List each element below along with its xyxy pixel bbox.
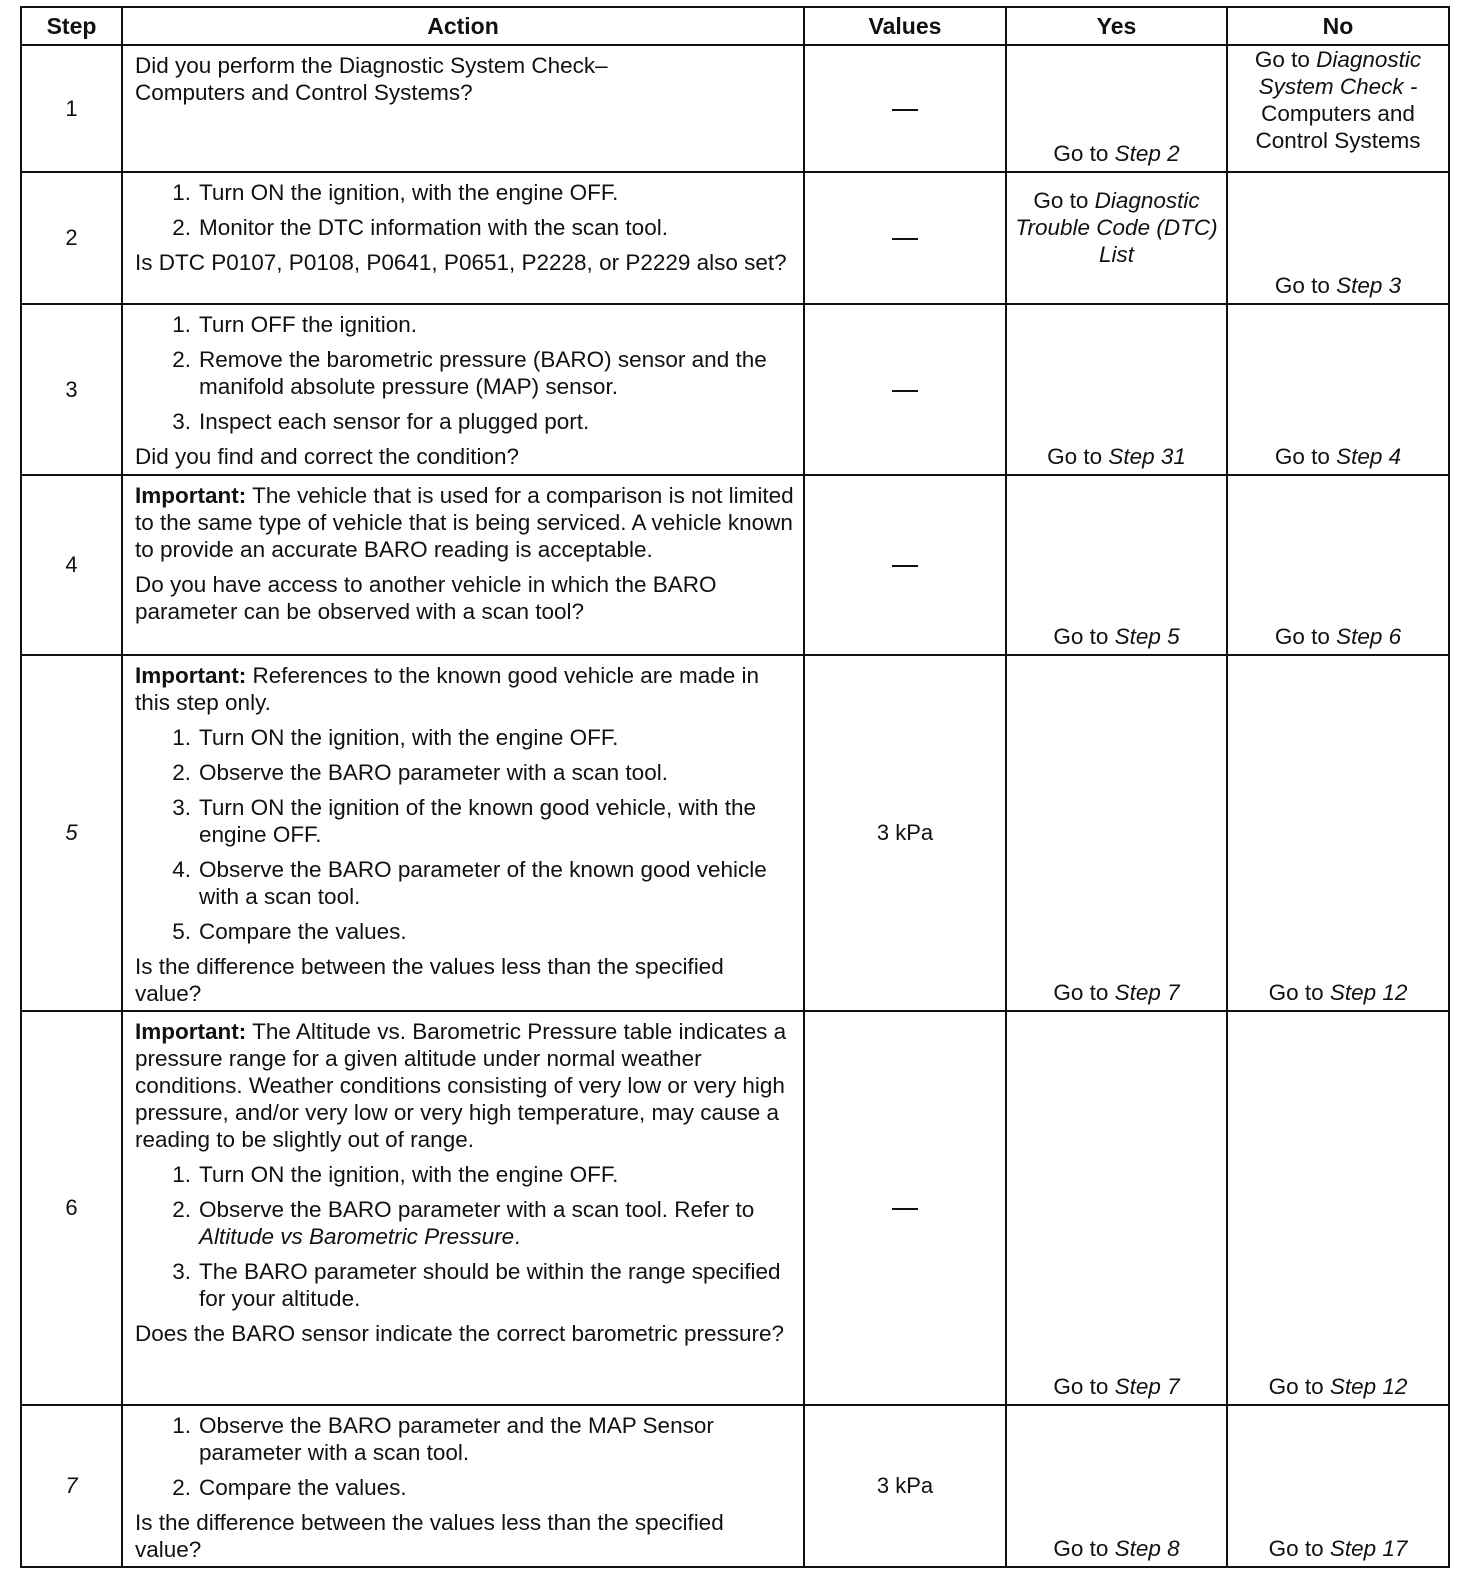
yes-cell[interactable] (1006, 655, 1227, 1011)
list-text: The BARO parameter should be within the range specified for your altitude. (199, 1259, 781, 1311)
step-number: 1 (21, 45, 122, 172)
go-to-label: Go to (1053, 624, 1109, 649)
list-item (135, 1474, 795, 1501)
no-link[interactable]: Step 12 (1329, 980, 1408, 1005)
list-item (135, 724, 795, 751)
value-cell (804, 172, 1006, 304)
yes-cell[interactable] (1006, 304, 1227, 475)
dash-mark (892, 109, 918, 111)
yes-cell[interactable] (1006, 172, 1227, 304)
important-text: The Altitude vs. Barometric Pressure table indicates a pressure range for a given altitude under normal weather conditions. Weather conditions consisting of very low or very high pressure, and/or very low or very high temperature, may cause a reading to be slightly out of range. (135, 1019, 787, 1152)
question-text: Did you find and correct the condition? (135, 444, 519, 469)
yes-link[interactable]: Step 7 (1114, 980, 1180, 1005)
yes-link[interactable]: Step 31 (1108, 444, 1186, 469)
list-number: 1. (172, 1413, 191, 1438)
yes-link[interactable]: Diagnostic Trouble Code (DTC) List (1015, 188, 1218, 267)
important-note (135, 482, 795, 563)
table-row (21, 475, 1449, 655)
dash-mark (892, 565, 918, 567)
go-to-label: Go to (1268, 1536, 1324, 1561)
header-values: Values (804, 7, 1006, 45)
yes-link[interactable]: Step 5 (1114, 624, 1180, 649)
altitude-reference-link[interactable]: Altitude vs Barometric Pressure (199, 1224, 515, 1249)
list-item (135, 856, 795, 910)
yes-link[interactable]: Step 8 (1114, 1536, 1180, 1561)
action-cell (122, 1011, 804, 1405)
yes-cell[interactable] (1006, 1011, 1227, 1405)
list-text: Observe the BARO parameter with a scan tool. (199, 760, 668, 785)
question-text: Did you perform the Diagnostic System Check– Computers and Control Systems? (135, 53, 608, 105)
table-row (21, 172, 1449, 304)
no-cell[interactable] (1227, 172, 1449, 304)
dash-mark (892, 1208, 918, 1210)
list-text: Compare the values. (199, 919, 407, 944)
important-note (135, 662, 795, 716)
value-cell (804, 475, 1006, 655)
table-row (21, 304, 1449, 475)
list-number: 2. (172, 347, 191, 372)
list-number: 2. (172, 760, 191, 785)
important-text: The vehicle that is used for a comparison is not limited to the same type of vehicle that is being serviced. A vehicle known to provide an accurate BARO reading is acceptable. (135, 483, 794, 562)
go-to-label: Go to (1053, 141, 1109, 166)
list-item (135, 179, 795, 206)
go-to-label: Go to (1274, 273, 1330, 298)
list-number: 3. (172, 1259, 191, 1284)
step-list (135, 724, 795, 945)
value-cell: 3 kPa (804, 1405, 1006, 1567)
list-text: Monitor the DTC information with the scan tool. (199, 215, 668, 240)
no-cell[interactable] (1227, 655, 1449, 1011)
step-number: 6 (21, 1011, 122, 1405)
go-to-label: Go to (1047, 444, 1103, 469)
list-text: Turn ON the ignition, with the engine OFF. (199, 1162, 619, 1187)
step-list (135, 311, 795, 435)
list-text: Turn OFF the ignition. (199, 312, 418, 337)
go-to-label: Go to (1053, 1374, 1109, 1399)
list-number: 2. (172, 215, 191, 240)
no-link[interactable]: Diagnostic System Check - (1258, 47, 1422, 99)
list-text: Turn ON the ignition, with the engine OFF. (199, 180, 619, 205)
dash-mark (892, 390, 918, 392)
table-row (21, 1405, 1449, 1567)
list-number: 1. (172, 180, 191, 205)
go-to-label: Go to (1274, 444, 1330, 469)
value-cell (804, 1011, 1006, 1405)
question-text: Is DTC P0107, P0108, P0641, P0651, P2228, or P2229 also set? (135, 250, 787, 275)
step-number: 3 (21, 304, 122, 475)
header-step: Step (21, 7, 122, 45)
no-cell[interactable] (1227, 475, 1449, 655)
list-item (135, 1161, 795, 1188)
table-row (21, 1011, 1449, 1405)
list-item (135, 918, 795, 945)
no-cell[interactable] (1227, 304, 1449, 475)
no-cell[interactable] (1227, 1405, 1449, 1567)
list-number: 5. (172, 919, 191, 944)
list-item (135, 346, 795, 400)
action-cell (122, 304, 804, 475)
table-row (21, 655, 1449, 1011)
action-cell (122, 655, 804, 1011)
important-label: Important: (135, 663, 247, 688)
table-row (21, 45, 1449, 172)
go-to-label: Go to (1268, 980, 1324, 1005)
list-number: 2. (172, 1197, 191, 1222)
diagnostic-table (20, 6, 1450, 1568)
step-list (135, 1161, 795, 1312)
header-yes: Yes (1006, 7, 1227, 45)
list-item (135, 1258, 795, 1312)
list-item (135, 311, 795, 338)
step-list (135, 1412, 795, 1501)
go-to-label: Go to (1053, 980, 1109, 1005)
question-text: Is the difference between the values less than the specified value? (135, 954, 724, 1006)
list-item (135, 794, 795, 848)
no-link[interactable]: Step 12 (1329, 1374, 1408, 1399)
important-text: References to the known good vehicle are made in this step only. (135, 663, 760, 715)
go-to-label: Go to (1254, 47, 1310, 72)
no-cell[interactable] (1227, 1011, 1449, 1405)
step-list (135, 179, 795, 241)
yes-cell[interactable] (1006, 1405, 1227, 1567)
yes-cell[interactable] (1006, 45, 1227, 172)
go-to-label: Go to (1033, 188, 1089, 213)
list-number: 2. (172, 1475, 191, 1500)
value-cell (804, 45, 1006, 172)
header-no: No (1227, 7, 1449, 45)
action-cell (122, 475, 804, 655)
yes-link[interactable]: Step 7 (1114, 1374, 1180, 1399)
action-cell (122, 1405, 804, 1567)
step-number: 2 (21, 172, 122, 304)
value-cell (804, 304, 1006, 475)
list-text (199, 1196, 795, 1250)
no-link[interactable]: Step 3 (1336, 273, 1402, 298)
list-text-part: Observe the BARO parameter with a scan tool. Refer to (199, 1197, 755, 1222)
question-text: Does the BARO sensor indicate the correct barometric pressure? (135, 1321, 785, 1346)
list-item (135, 408, 795, 435)
list-item (135, 214, 795, 241)
header-row (21, 7, 1449, 45)
no-link[interactable]: Step 4 (1336, 444, 1402, 469)
list-number: 1. (172, 1162, 191, 1187)
value-cell: 3 kPa (804, 655, 1006, 1011)
dash-mark (892, 238, 918, 240)
list-number: 1. (172, 725, 191, 750)
list-text: Turn ON the ignition of the known good vehicle, with the engine OFF. (199, 795, 756, 847)
header-action: Action (122, 7, 804, 45)
important-label: Important: (135, 1019, 247, 1044)
step-number: 4 (21, 475, 122, 655)
go-to-label: Go to (1274, 624, 1330, 649)
go-to-label: Go to (1268, 1374, 1324, 1399)
action-cell (122, 45, 804, 172)
no-link[interactable]: Step 6 (1336, 624, 1402, 649)
action-cell (122, 172, 804, 304)
list-number: 4. (172, 857, 191, 882)
list-text: Observe the BARO parameter and the MAP Sensor parameter with a scan tool. (199, 1413, 714, 1465)
important-note (135, 1018, 795, 1153)
important-label: Important: (135, 483, 247, 508)
step-number: 7 (21, 1405, 122, 1567)
list-item (135, 1412, 795, 1466)
list-item (135, 1196, 795, 1250)
step-number: 5 (21, 655, 122, 1011)
list-text: Remove the barometric pressure (BARO) sensor and the manifold absolute pressure (MAP) sensor. (199, 347, 767, 399)
question-text: Is the difference between the values less than the specified value? (135, 1510, 724, 1562)
no-link-text[interactable]: Computers and Control Systems (1255, 101, 1421, 153)
list-item (135, 759, 795, 786)
list-number: 3. (172, 409, 191, 434)
list-text: Observe the BARO parameter of the known good vehicle with a scan tool. (199, 857, 767, 909)
no-link[interactable]: Step 17 (1329, 1536, 1408, 1561)
no-cell[interactable] (1227, 45, 1449, 172)
list-number: 3. (172, 795, 191, 820)
list-text: Compare the values. (199, 1475, 407, 1500)
list-number: 1. (172, 312, 191, 337)
yes-link[interactable]: Step 2 (1114, 141, 1180, 166)
go-to-label: Go to (1053, 1536, 1109, 1561)
list-text-end: . (514, 1224, 521, 1249)
list-text: Turn ON the ignition, with the engine OFF. (199, 725, 619, 750)
list-text: Inspect each sensor for a plugged port. (199, 409, 590, 434)
yes-cell[interactable] (1006, 475, 1227, 655)
question-text: Do you have access to another vehicle in which the BARO parameter can be observed with a scan tool? (135, 572, 717, 624)
